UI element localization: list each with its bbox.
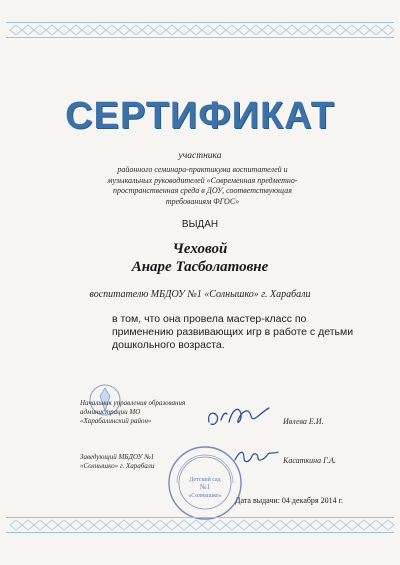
participant-label: участника <box>178 151 222 161</box>
recipient-role: воспитателю МБДОУ №1 «Солнышко» г. Харабали <box>89 289 311 300</box>
issue-date: Дата выдачи: 04 декабря 2014 г. <box>235 496 343 505</box>
certificate-title: СЕРТИФИКАТ <box>65 95 335 137</box>
signature-1-icon <box>205 400 275 432</box>
signatory-2-name: Касаткина Г.А. <box>283 456 336 465</box>
bottom-ornament-border <box>6 517 394 533</box>
recipient-given-names: Анаре Тасболатовне <box>131 259 269 275</box>
certificate-body-text: в том, что она провела мастер-класс по применению развивающих игр в работе с детьми дошкольного возраста. <box>112 313 354 351</box>
svg-text:Детский сад: Детский сад <box>189 477 221 483</box>
top-ornament-border <box>6 22 394 38</box>
svg-text:«Солнышко»: «Солнышко» <box>188 493 222 499</box>
issued-label: ВЫДАН <box>181 219 219 230</box>
signatory-1-name: Ивлева Е.И. <box>283 417 324 426</box>
svg-text:№1: №1 <box>199 483 211 491</box>
signatory-2-title: Заведующий МБДОУ №1 «Солнышко» г. Харабали <box>80 453 155 470</box>
recipient-surname: Чеховой <box>172 241 228 257</box>
signatory-1-title: Начальник управления образования администрации МО «Харабалинский район» <box>80 399 186 425</box>
signature-2-icon <box>232 446 280 468</box>
seminar-description: районного семинара-практикума воспитателей и музыкальных руководителей «Современная предметно-пространственная среда в ДОУ, соответствующая требованиям ФГОС» <box>107 165 298 206</box>
